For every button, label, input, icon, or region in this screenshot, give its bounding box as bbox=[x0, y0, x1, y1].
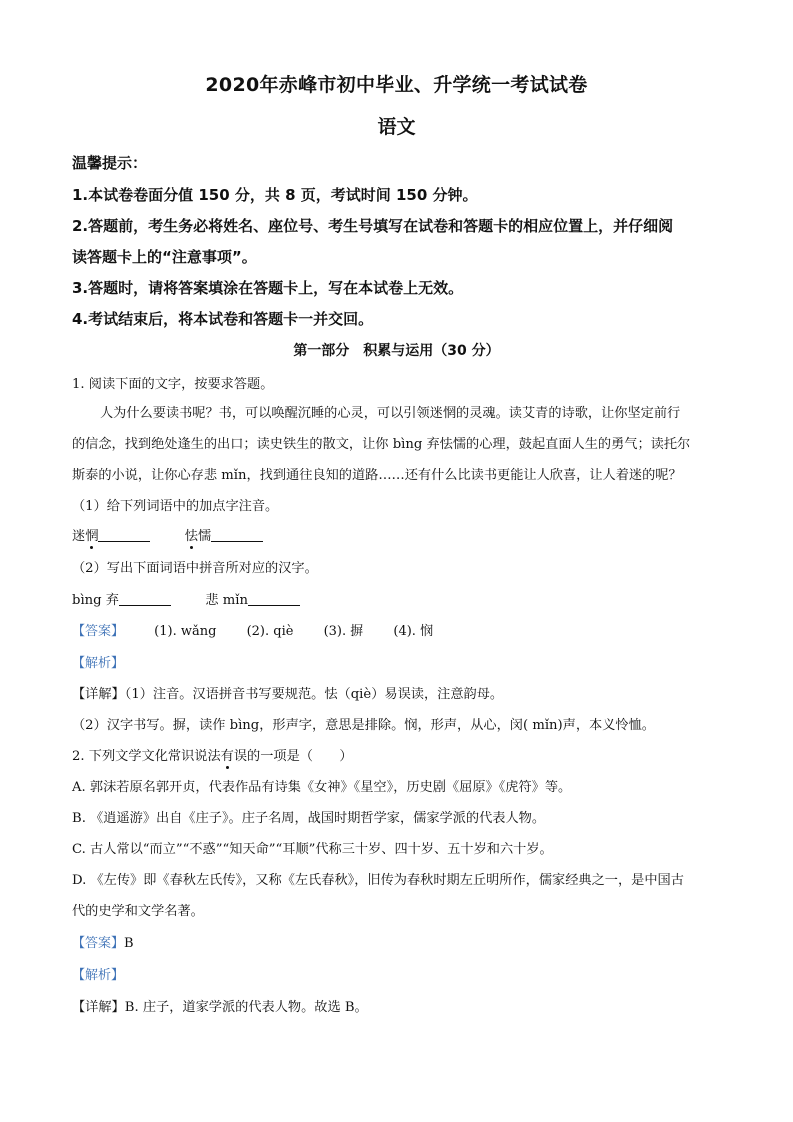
answer-tag: 【答案】 bbox=[72, 624, 125, 639]
exam-subject: 语文 bbox=[377, 116, 416, 138]
q1-sub1-items bbox=[72, 525, 263, 544]
answer-value: B bbox=[124, 936, 134, 951]
section-1-title: 第一部分 积累与运用（30 分） bbox=[293, 343, 500, 359]
word-wang-dotted: 惘 bbox=[85, 529, 99, 544]
q1-stem: 1. 阅读下面的文字，按要求答题。 bbox=[72, 377, 274, 392]
detail-text: B. 庄子，道家学派的代表人物。故选 B。 bbox=[124, 1000, 368, 1015]
tip-item-4: 4.考试结束后，将本试卷和答题卡一并交回。 bbox=[72, 310, 374, 328]
detail-tag: 【详解】 bbox=[72, 1000, 125, 1015]
detail-text: （1）注音。汉语拼音书写要规范。怯（qiè）易误读，注意韵母。 bbox=[124, 687, 504, 702]
word-qie-dotted: 怯 bbox=[184, 529, 198, 544]
q2-analysis-tag: 【解析】 bbox=[72, 968, 125, 983]
q1-detail-1 bbox=[72, 683, 503, 702]
answer-tag: 【答案】 bbox=[72, 936, 125, 951]
answer-1: (1). wǎng bbox=[154, 624, 217, 639]
answer-blank[interactable] bbox=[248, 591, 300, 606]
answer-blank[interactable] bbox=[211, 527, 263, 542]
pinyin-word-1: bìng 弃 bbox=[72, 593, 119, 608]
q1-detail-2: （2）汉字书写。摒，读作 bìng，形声字，意思是排除。悯，形声，从心，闵( mǐn)声，本义怜恤。 bbox=[72, 718, 655, 733]
pinyin-word-2: 悲 mǐn bbox=[205, 593, 248, 608]
q2-detail bbox=[72, 996, 368, 1015]
q1-sub2-prompt: （2）写出下面词语中拼音所对应的汉字。 bbox=[72, 561, 318, 576]
q1-sub2-items bbox=[72, 589, 300, 608]
q2-stem-part-a: 2. 下列文学文化常识说法 bbox=[72, 749, 221, 764]
word-nuo: 懦 bbox=[197, 529, 212, 544]
detail-tag: 【详解】 bbox=[72, 687, 125, 702]
q1-sub1-prompt: （1）给下列词语中的加点字注音。 bbox=[72, 499, 279, 514]
exam-title: 2020年赤峰市初中毕业、升学统一考试试卷 bbox=[205, 74, 588, 96]
q2-answer bbox=[72, 932, 134, 951]
tip-item-3: 3.答题时，请将答案填涂在答题卡上，写在本试卷上无效。 bbox=[72, 279, 464, 297]
q1-passage-line-1: 人为什么要读书呢？书，可以唤醒沉睡的心灵，可以引领迷惘的灵魂。读艾青的诗歌，让你坚定前行 bbox=[100, 406, 681, 421]
tips-heading: 温馨提示： bbox=[72, 154, 148, 172]
tip-item-2-cont: 读答题卡上的“注意事项”。 bbox=[72, 248, 257, 266]
q2-stem-dotted: 有 bbox=[220, 749, 234, 764]
q1-answer bbox=[72, 620, 459, 639]
q1-passage-line-2: 的信念，找到绝处逢生的出口；读史铁生的散文，让你 bìng 弃怯懦的心理，鼓起直面人生的勇气；读托尔 bbox=[72, 437, 691, 452]
answer-2: (2). qiè bbox=[246, 624, 294, 639]
word-mi: 迷 bbox=[72, 529, 86, 544]
answer-blank[interactable] bbox=[119, 591, 171, 606]
q2-stem-part-c: 误的一项是（ ） bbox=[233, 749, 353, 764]
q2-stem bbox=[72, 745, 353, 764]
q2-option-d: D. 《左传》即《春秋左氏传》，又称《左氏春秋》，旧传为春秋时期左丘明所作，儒家经典之一，是中国古 bbox=[72, 873, 684, 888]
tip-item-1: 1.本试卷卷面分值 150 分，共 8 页，考试时间 150 分钟。 bbox=[72, 186, 478, 204]
q2-option-d-cont: 代的史学和文学名著。 bbox=[72, 904, 204, 919]
answer-blank[interactable] bbox=[98, 527, 150, 542]
q2-option-a: A. 郭沫若原名郭开贞，代表作品有诗集《女神》《星空》，历史剧《屈原》《虎符》等。 bbox=[72, 780, 572, 795]
q2-option-c: C. 古人常以“而立”“不惑”“知天命”“耳顺”代称三十岁、四十岁、五十岁和六十岁。 bbox=[72, 842, 553, 857]
answer-3: (3). 摒 bbox=[323, 624, 364, 639]
q1-passage-line-3: 斯泰的小说，让你心存悲 mǐn，找到通往良知的道路……还有什么比读书更能让人欣喜，让人着迷的呢？ bbox=[72, 468, 682, 483]
answer-4: (4). 悯 bbox=[393, 624, 434, 639]
q2-option-b: B. 《逍遥游》出自《庄子》。庄子名周，战国时期哲学家，儒家学派的代表人物。 bbox=[72, 811, 546, 826]
tip-item-2: 2.答题前，考生务必将姓名、座位号、考生号填写在试卷和答题卡的相应位置上，并仔细阅 bbox=[72, 217, 674, 235]
q1-analysis-tag: 【解析】 bbox=[72, 656, 125, 671]
